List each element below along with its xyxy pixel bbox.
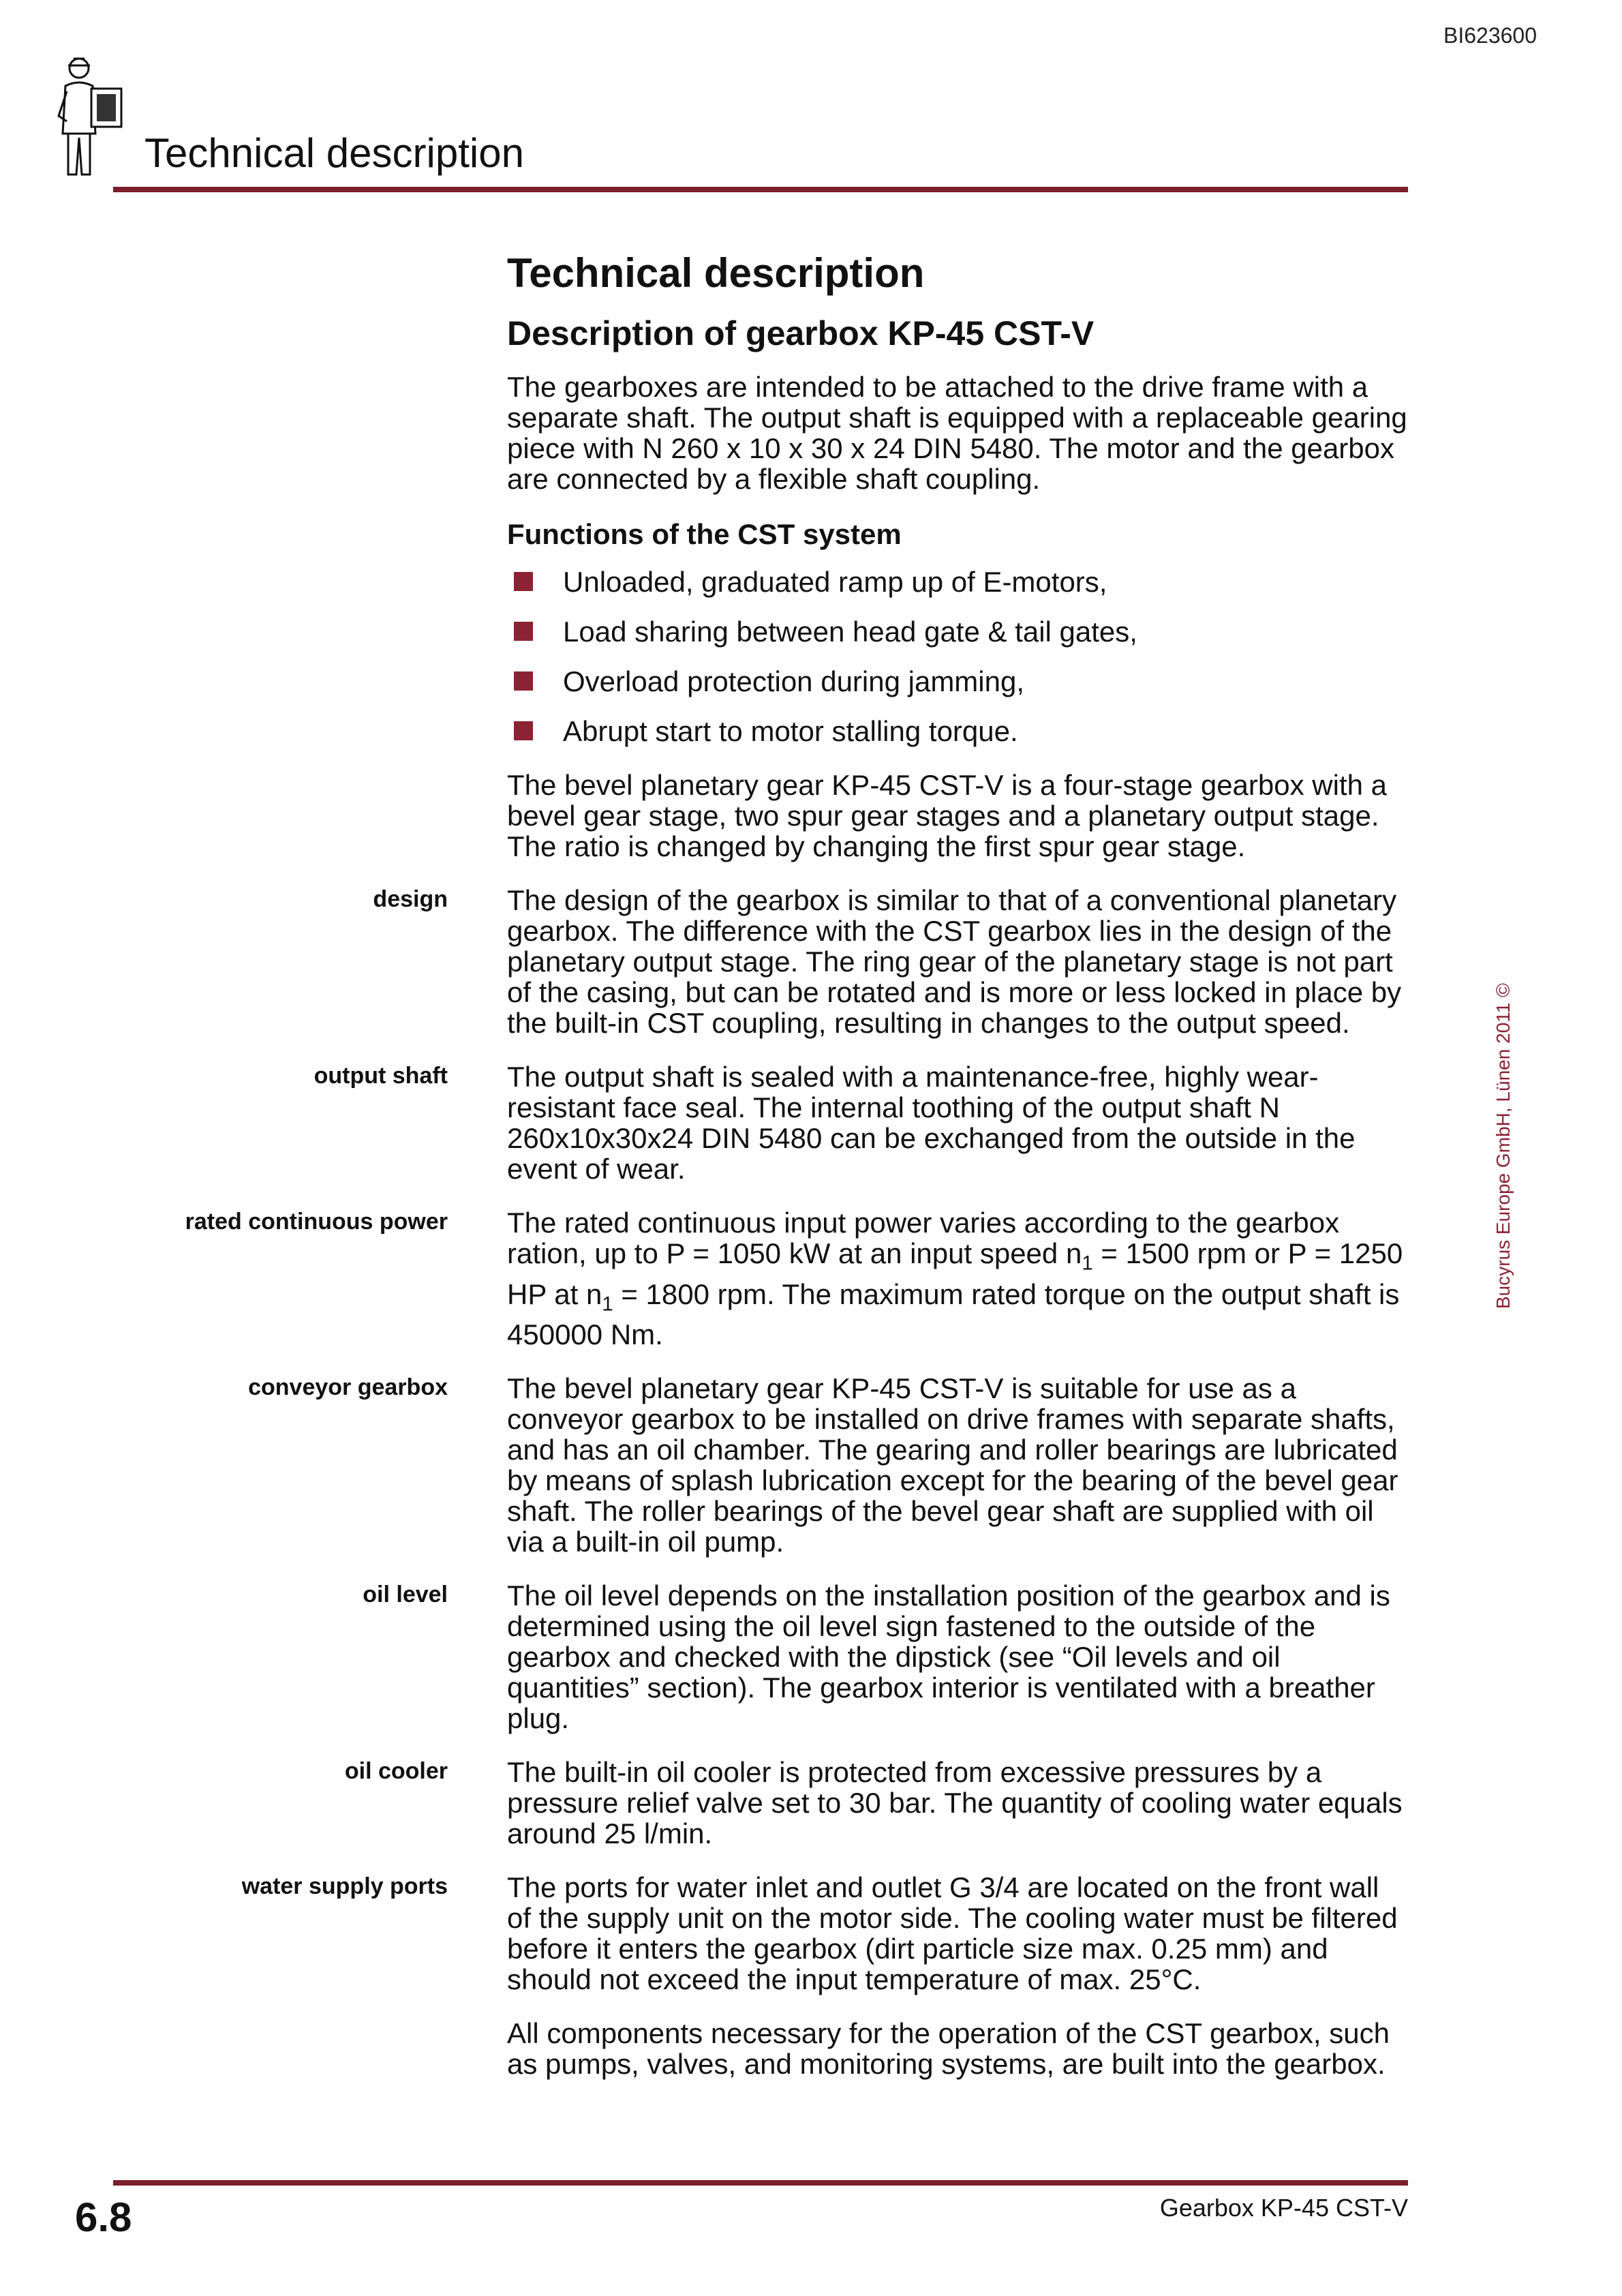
rated-power-subscript-a: 1: [1082, 1252, 1093, 1275]
oil-level-paragraph: The oil level depends on the installation position of the gearbox and is determined using the oil level sign fastened to the outside of the gearbox and checked with the dipstick (see “Oil levels and oil quantities” section). The gearbox interior is ventilated with a breather plug.: [507, 1580, 1390, 1735]
side-label-conveyor-gearbox: conveyor gearbox: [248, 1374, 448, 1401]
side-label-oil-level: oil level: [363, 1582, 448, 1608]
main-content: [185, 249, 1410, 2102]
functions-list: [507, 567, 1410, 746]
bullet-square-icon: [514, 572, 533, 591]
list-item-text: Unloaded, graduated ramp up of E-motors,: [563, 566, 1107, 599]
footer-title: Gearbox KP-45 CST-V: [1159, 2194, 1408, 2222]
side-label-design: design: [373, 886, 448, 913]
design-paragraph: The design of the gearbox is similar to that of a conventional planetary gearbox. The difference with the CST gearbox lies in the design of the planetary output stage. The ring gear of the planetary stage is not part of the casing, but can be rotated and is more or less locked in place by the built-in CST coupling, resulting in changes to the output speed.: [507, 884, 1402, 1040]
conveyor-gearbox-paragraph: The bevel planetary gear KP-45 CST-V is suitable for use as a conveyor gearbox to be installed on drive frames with separate shafts, and has an oil chamber. The gearing and roller bearings are lubricated by means of splash lubrication except for the bearing of the bevel gear shaft. The roller bearings of the bevel gear shaft are supplied with oil via a built-in oil pump.: [507, 1372, 1398, 1558]
technician-with-clipboard-icon: [53, 53, 136, 183]
header-rule: [113, 187, 1408, 192]
oil-cooler-section: [344, 1756, 1410, 1850]
water-supply-ports-paragraph: The ports for water inlet and outlet G 3/4 are located on the front wall of the supply unit on the motor side. The cooling water must be filtered before it enters the gearbox (dirt particle size max. 0.25 mm) and should not exceed the input temperature of max. 25°C.: [507, 1871, 1398, 1996]
rated-power-text-c: = 1800 rpm. The maximum rated torque on the output shaft is 450000 Nm.: [507, 1278, 1400, 1351]
functions-heading: Functions of the CST system: [507, 518, 902, 550]
output-shaft-section: [313, 1061, 1410, 1185]
header-title: Technical description: [144, 130, 524, 176]
output-shaft-paragraph: The output shaft is sealed with a maintenance-free, highly wear-resistant face seal. The internal toothing of the output shaft N 260x10x30x24 DIN 5480 can be exchanged from the outside in the event of wear.: [507, 1061, 1356, 1185]
list-item-text: Load sharing between head gate & tail gates,: [563, 616, 1137, 648]
list-item-text: Abrupt start to motor stalling torque.: [563, 715, 1018, 748]
rated-power-paragraph: [507, 1207, 1410, 1350]
water-supply-ports-section: [241, 1871, 1410, 1996]
rated-power-section: [185, 1207, 1410, 1351]
bevel-intro-paragraph: The bevel planetary gear KP-45 CST-V is a four-stage gearbox with a bevel gear stage, two spur gear stages and a planetary output stage. The ratio is changed by changing the first spur gear stage.: [507, 769, 1388, 863]
list-item: [507, 567, 1410, 597]
side-label-water-supply-ports: water supply ports: [241, 1873, 448, 1900]
rated-power-text-a: The rated continuous input power varies according to the gearbox ration, up to P = 1050 kW at an input speed n: [507, 1207, 1340, 1270]
side-label-rated-power: rated continuous power: [185, 1209, 448, 1235]
side-label-output-shaft: output shaft: [313, 1063, 448, 1089]
page-title: Technical description: [507, 250, 925, 296]
list-item: [507, 666, 1410, 697]
page-subtitle: Description of gearbox KP-45 CST-V: [507, 314, 1095, 352]
bullet-square-icon: [514, 721, 533, 740]
bullet-square-icon: [514, 622, 533, 641]
page-number: 6.8: [75, 2194, 132, 2240]
bullet-square-icon: [514, 671, 533, 691]
list-item: [507, 616, 1410, 647]
document-code: BI623600: [1443, 23, 1537, 48]
oil-level-section: [363, 1580, 1410, 1735]
footer-rule: [113, 2180, 1408, 2186]
list-item: [507, 716, 1410, 746]
copyright-note: Bucyrus Europe GmbH, Lünen 2011 ©: [1493, 983, 1514, 1309]
design-section: [373, 884, 1410, 1040]
intro-paragraph: The gearboxes are intended to be attached to the drive frame with a separate shaft. The output shaft is equipped with a replaceable gearing piece with N 260 x 10 x 30 x 24 DIN 5480. The motor and the gearbox are connected by a flexible shaft coupling.: [507, 371, 1407, 495]
list-item-text: Overload protection during jamming,: [563, 665, 1025, 698]
side-label-oil-cooler: oil cooler: [344, 1758, 448, 1785]
rated-power-text-b: = 1500 rpm or P = 1250 HP at n: [507, 1237, 1403, 1310]
closing-paragraph: All components necessary for the operation of the CST gearbox, such as pumps, valves, and monitoring systems, are built into the gearbox.: [507, 2017, 1390, 2081]
rated-power-subscript-b: 1: [602, 1293, 613, 1316]
conveyor-gearbox-section: [248, 1372, 1410, 1558]
oil-cooler-paragraph: The built-in oil cooler is protected from excessive pressures by a pressure relief valve set to 30 bar. The quantity of cooling water equals around 25 l/min.: [507, 1756, 1403, 1850]
